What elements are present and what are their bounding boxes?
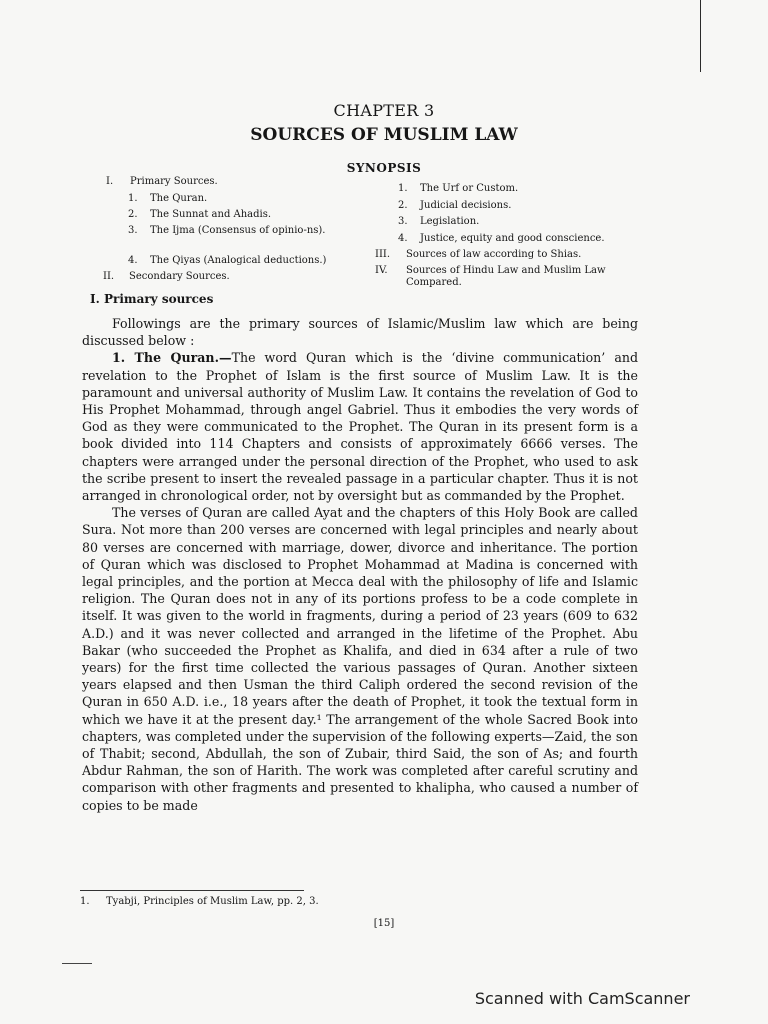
synopsis-right-item — [375, 249, 650, 261]
paragraph-verses: The verses of Quran are called Ayat and the chapters of this Holy Book are called Sura. Not more than 200 verses are concerned with legal principles and nearly about 80 verses are concerned with marriage, dower, divorce and inheritance. The portion of Quran which was disclosed to Prophet Mohammad at Madina is concerned with legal principles, and the portion at Mecca deal with the philosophy of life and Islamic religion. The Quran does not in any of its portions profess to be a code complete in itself. It was given to the world in fragments, during a period of 23 years (609 to 632 A.D.) and it was never collected and arranged in the lifetime of the Prophet. Abu Bakar (who succeeded the Prophet as Khalifa, and died in 634 after a rule of two years) for the first time collected the various passages of Quran. Another sixteen years elapsed and then Usman the third Caliph ordered the second revision of the Quran in 650 A.D. i.e., 18 years after the death of Prophet, it took the textual form in which we have it at the present day.¹ The arrangement of the whole Sacred Book into chapters, was completed under the supervision of the following experts—Zaid, the son of Thabit; second, Abdullah, the son of Zubair, third Said, the son of As; and fourth Abdur Rahman, the son of Harith. The work was completed after careful scrutiny and comparison with other fragments and presented to khalipha, who caused a number of copies to be made — [82, 505, 638, 813]
page-number: [15] — [373, 918, 395, 929]
synopsis-marker: III. — [375, 249, 391, 260]
synopsis-text: Sources of law according to Shias. — [406, 249, 582, 260]
synopsis-left-item — [128, 225, 358, 237]
synopsis-marker: 4. — [398, 233, 408, 244]
synopsis-text: Legislation. — [420, 216, 480, 227]
camscanner-watermark: Scanned with CamScanner — [474, 989, 690, 1008]
synopsis-text: Primary Sources. — [130, 176, 218, 187]
footnote-number: 1. — [80, 896, 90, 907]
synopsis-marker: 2. — [128, 209, 138, 220]
synopsis-marker: II. — [103, 271, 115, 282]
paragraph-intro: Followings are the primary sources of Islamic/Muslim law which are being discussed below : — [82, 316, 638, 349]
synopsis-marker: 1. — [128, 193, 138, 204]
paragraph-quran-text: The word Quran which is the ‘divine communication’ and revelation to the Prophet of Islam is the first source of Muslim Law. It is the paramount and universal authority of Muslim Law. It contains the revelation of God to His Prophet Mohammad, through angel Gabriel. Thus it embodies the very words of God as they were communicated to the Prophet. The Quran in its present form is a book divided into 114 Chapters and consists of approximately 6666 verses. The chapters were arranged under the personal direction of the Prophet, who used to ask the scribe present to insert the revealed passage in a particular chapter. Thus it is not arranged in chronological order, not by oversight but as commanded by the Prophet. — [82, 350, 639, 504]
synopsis-marker: 1. — [398, 183, 408, 194]
synopsis-text: Justice, equity and good conscience. — [420, 233, 605, 244]
scan-mark — [62, 963, 92, 964]
synopsis-right-item — [398, 233, 648, 245]
paragraph-quran — [82, 349, 638, 504]
synopsis-left-item — [128, 209, 358, 221]
synopsis-text: The Qiyas (Analogical deductions.) — [150, 255, 327, 266]
synopsis-text: Judicial decisions. — [420, 200, 512, 211]
synopsis-text: Secondary Sources. — [129, 271, 230, 282]
synopsis-left-item — [128, 193, 358, 205]
footnote-divider — [80, 890, 304, 891]
body-text — [82, 315, 638, 814]
synopsis-right-item — [375, 265, 650, 289]
scan-edge-line — [700, 0, 701, 72]
synopsis-text: The Urf or Custom. — [420, 183, 519, 194]
synopsis-left-item — [128, 255, 358, 267]
synopsis-left-item — [103, 271, 363, 283]
synopsis-text: The Quran. — [150, 193, 208, 204]
synopsis-right-item — [398, 216, 648, 228]
synopsis-marker: 3. — [398, 216, 408, 227]
synopsis-text: The Ijma (Consensus of opinio-ns). — [150, 225, 326, 236]
synopsis-title: SYNOPSIS — [346, 161, 422, 175]
synopsis-marker: I. — [106, 176, 114, 187]
chapter-title: SOURCES OF MUSLIM LAW — [250, 125, 518, 145]
synopsis-marker: 3. — [128, 225, 138, 236]
synopsis-marker: IV. — [375, 265, 388, 276]
synopsis-marker: 2. — [398, 200, 408, 211]
synopsis-text: The Sunnat and Ahadis. — [150, 209, 272, 220]
synopsis-right-item — [398, 183, 648, 195]
synopsis-text: Sources of Hindu Law and Muslim Law Compared. — [406, 265, 606, 288]
chapter-number: CHAPTER 3 — [333, 101, 435, 120]
synopsis-marker: 4. — [128, 255, 138, 266]
footnote — [80, 896, 319, 907]
footnote-text: Tyabji, Principles of Muslim Law, pp. 2, 3. — [106, 896, 319, 907]
paragraph-lead: 1. The Quran.— — [112, 350, 232, 366]
synopsis-left-item — [106, 176, 366, 188]
synopsis-right-item — [398, 200, 648, 212]
section-heading: I. Primary sources — [90, 292, 214, 306]
